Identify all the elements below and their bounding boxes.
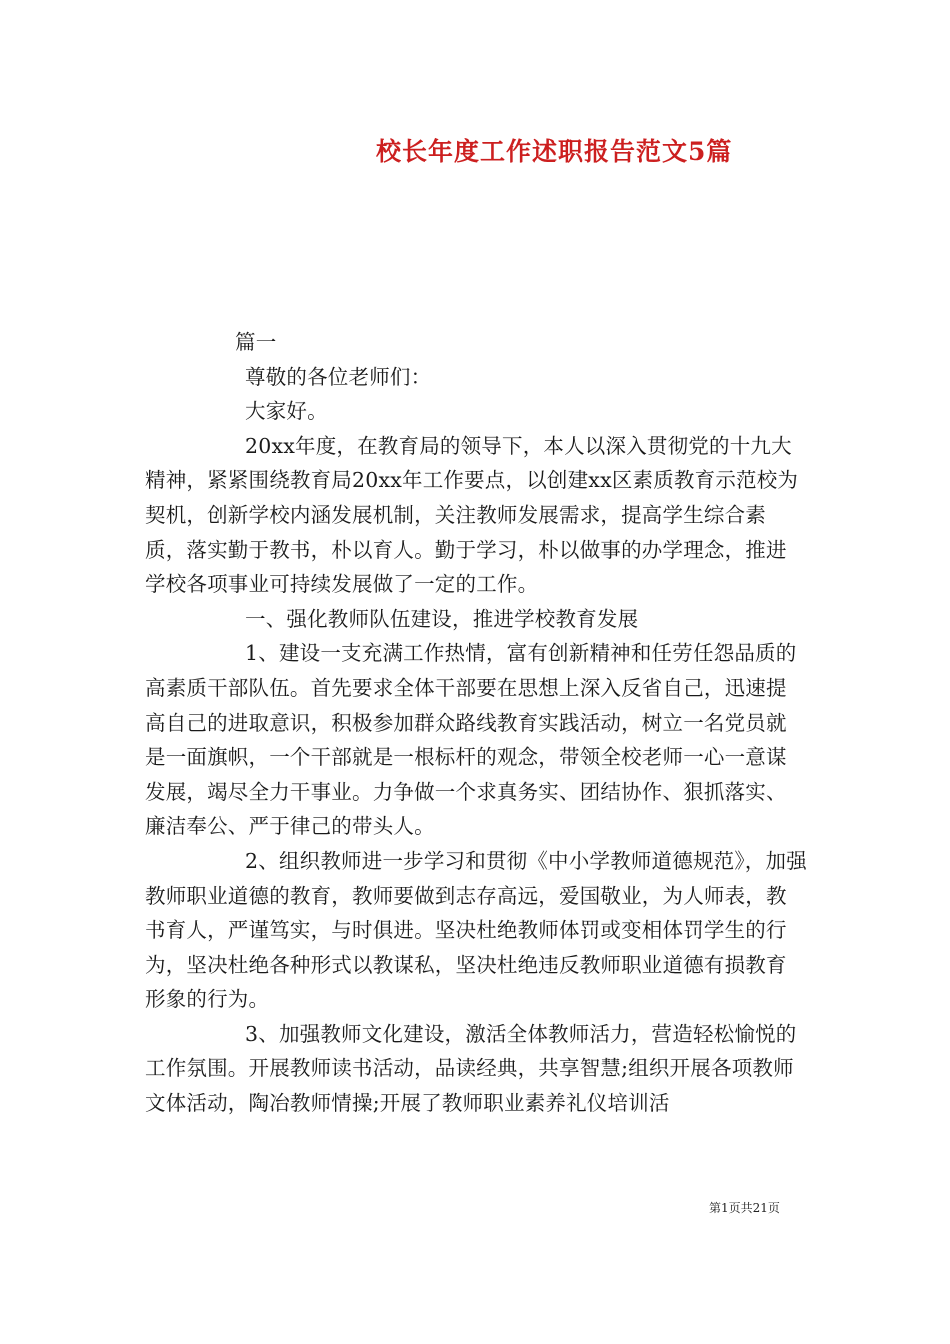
salutation: 尊敬的各位老师们： — [245, 364, 432, 389]
page-number: 第1页共21页 — [709, 1201, 780, 1215]
paragraph-item-3: 3、加强教师文化建设，激活全体教师活力，营造轻松愉悦的工作氛围。开展教师读书活动，品读经典，共享智慧;组织开展各项教师文体活动，陶冶教师情操;开展了教师职业素养礼仪培训活 — [145, 1021, 797, 1116]
section-label: 篇一 — [235, 330, 277, 354]
paragraph-item-2: 2、组织教师进一步学习和贯彻《中小学教师道德规范》，加强教师职业道德的教育，教师要做到志存高远，爱国敬业，为人师表，教书育人，严谨笃实，与时俱进。坚决杜绝教师体罚或变相体罚学生的行为，坚决杜绝各种形式以教谋私，坚决杜绝违反教师职业道德有损教育形象的行为。 — [145, 848, 807, 1012]
document-title: 校长年度工作述职报告范文5篇 — [376, 137, 733, 166]
paragraph-item-1: 1、建设一支充满工作热情，富有创新精神和任劳任怨品质的高素质干部队伍。首先要求全体干部要在思想上深入反省自己，迅速提高自己的进取意识，积极参加群众路线教育实践活动，树立一名党员就是一面旗帜，一个干部就是一根标杆的观念，带领全校老师一心一意谋发展，竭尽全力干事业。力争做一个求真务实、团结协作、狠抓落实、廉洁奉公、严于律己的带头人。 — [145, 641, 797, 839]
section-heading: 一、强化教师队伍建设，推进学校教育发展 — [245, 606, 639, 631]
document-body — [145, 325, 807, 1121]
greeting: 大家好。 — [245, 399, 328, 424]
paragraph-intro: 20xx年度，在教育局的领导下，本人以深入贯彻党的十九大精神，紧紧围绕教育局20xx年工作要点，以创建xx区素质教育示范校为契机，创新学校内涵发展机制，关注教师发展需求，提高学生综合素质，落实勤于教书，朴以育人。勤于学习，朴以做事的办学理念，推进学校各项事业可持续发展做了一定的工作。 — [145, 433, 799, 597]
